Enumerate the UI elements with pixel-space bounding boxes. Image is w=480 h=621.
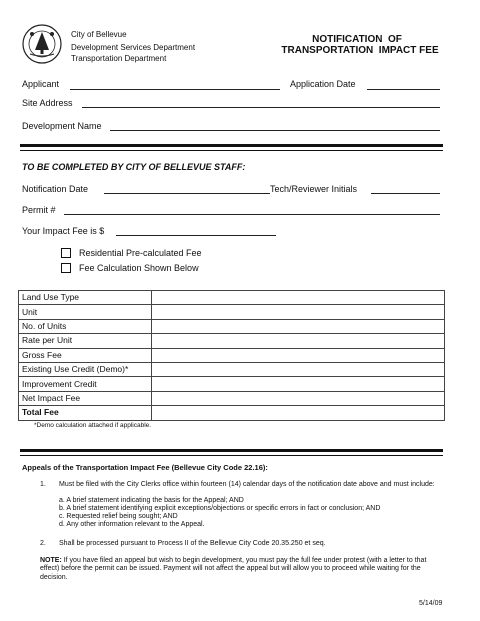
permit-label: Permit # <box>22 205 56 215</box>
note-label: NOTE: <box>40 557 62 564</box>
form-title-line-2: TRANSPORTATION IMPACT FEE <box>281 45 439 56</box>
applicant-field[interactable] <box>70 89 280 90</box>
section-divider-bottom-thin <box>20 455 443 456</box>
appeal-item-2-text: Shall be processed pursuant to Process II of the Bellevue City Code 20.35.250 et seq. <box>59 540 326 547</box>
residential-precalculated-label: Residential Pre-calculated Fee <box>79 248 202 258</box>
fee-calculation-below-checkbox[interactable] <box>61 263 71 273</box>
form-title-line-1: NOTIFICATION OF <box>312 34 402 45</box>
land-use-type-value[interactable] <box>152 291 445 305</box>
staff-section-heading: TO BE COMPLETED BY CITY OF BELLEVUE STAFF: <box>22 162 246 172</box>
total-fee-label: Total Fee <box>19 406 152 420</box>
table-row <box>19 377 445 391</box>
notification-date-field[interactable] <box>104 193 270 194</box>
table-row <box>19 362 445 376</box>
appeal-sub-item-c: c. Requested relief being sought; AND <box>59 513 178 520</box>
appeal-item-1-text: Must be filed with the City Clerks office within fourteen (14) calendar days of the notification date above and must include: <box>59 481 435 488</box>
residential-precalculated-checkbox[interactable] <box>61 248 71 258</box>
appeal-item-1-number: 1. <box>40 481 46 488</box>
city-seal-logo <box>20 22 64 66</box>
development-name-field[interactable] <box>110 130 440 131</box>
development-name-label: Development Name <box>22 121 102 131</box>
application-date-field[interactable] <box>367 89 440 90</box>
note-text: If you have filed an appeal but wish to begin development, you must pay the full fee under protest (with a letter to that effect) before the permit can be issued. Payment will not affect the appeal but will allow you to proceed while waiting for the decision. <box>40 557 427 581</box>
rate-per-unit-value[interactable] <box>152 334 445 348</box>
net-impact-fee-value[interactable] <box>152 391 445 405</box>
table-row <box>19 305 445 319</box>
net-impact-fee-label: Net Impact Fee <box>19 391 152 405</box>
impact-fee-label: Your Impact Fee is $ <box>22 226 105 236</box>
no-of-units-value[interactable] <box>152 319 445 333</box>
dept-line-3: Transportation Department <box>71 54 167 63</box>
section-divider-bottom <box>20 449 443 452</box>
appeal-item-2-number: 2. <box>40 540 46 547</box>
site-address-label: Site Address <box>22 98 73 108</box>
section-divider-top-thin <box>20 150 443 151</box>
improvement-credit-label: Improvement Credit <box>19 377 152 391</box>
permit-field[interactable] <box>64 214 440 215</box>
existing-use-credit-label: Existing Use Credit (Demo)* <box>19 362 152 376</box>
land-use-type-label: Land Use Type <box>19 291 152 305</box>
table-row <box>19 406 445 420</box>
demo-footnote: *Demo calculation attached if applicable. <box>34 422 152 429</box>
appeal-sub-item-a: a. A brief statement indicating the basis for the Appeal; AND <box>59 497 244 504</box>
table-row <box>19 291 445 305</box>
unit-label: Unit <box>19 305 152 319</box>
appeals-heading: Appeals of the Transportation Impact Fee (Bellevue City Code 22.16): <box>22 463 268 472</box>
gross-fee-label: Gross Fee <box>19 348 152 362</box>
improvement-credit-value[interactable] <box>152 377 445 391</box>
table-row <box>19 334 445 348</box>
fee-calculation-table <box>18 290 445 421</box>
revision-date: 5/14/09 <box>419 600 443 607</box>
existing-use-credit-value[interactable] <box>152 362 445 376</box>
dept-line-1: City of Bellevue <box>71 30 127 39</box>
table-row <box>19 319 445 333</box>
site-address-field[interactable] <box>82 107 440 108</box>
appeal-note <box>40 557 445 582</box>
dept-line-2: Development Services Department <box>71 43 196 52</box>
applicant-label: Applicant <box>22 79 60 89</box>
fee-calculation-below-label: Fee Calculation Shown Below <box>79 263 199 273</box>
tech-reviewer-field[interactable] <box>371 193 440 194</box>
rate-per-unit-label: Rate per Unit <box>19 334 152 348</box>
no-of-units-label: No. of Units <box>19 319 152 333</box>
tech-reviewer-label: Tech/Reviewer Initials <box>270 184 358 194</box>
gross-fee-value[interactable] <box>152 348 445 362</box>
appeal-sub-item-d: d. Any other information relevant to the Appeal. <box>59 521 205 528</box>
table-row <box>19 391 445 405</box>
table-row <box>19 348 445 362</box>
application-date-label: Application Date <box>290 79 356 89</box>
impact-fee-field[interactable] <box>116 235 276 236</box>
notification-date-label: Notification Date <box>22 184 89 194</box>
total-fee-value[interactable] <box>152 406 445 420</box>
unit-value[interactable] <box>152 305 445 319</box>
appeal-sub-item-b: b. A brief statement identifying explicit exceptions/objections or specific errors in fact or conclusion; AND <box>59 505 381 512</box>
section-divider-top <box>20 144 443 147</box>
